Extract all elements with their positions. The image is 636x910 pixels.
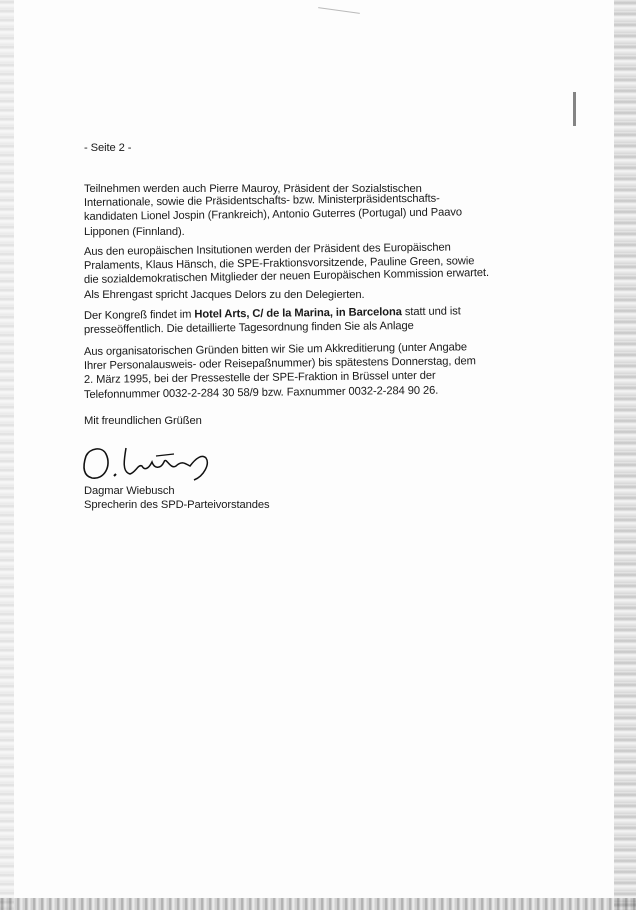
text-line: Als Ehrengast spricht Jacques Delors zu den Delegierten. [84,288,365,301]
text-line: Ihrer Personalausweis- oder Reisepaßnummer) bis spätestens Donnerstag, dem [83,355,476,373]
handwritten-signature [78,436,218,484]
text-line: Aus den europäischen Insitutionen werden der Präsident des Europäischen [83,241,451,258]
paragraph-accreditation [83,341,476,402]
scan-edge-bottom [0,898,636,910]
signer-block [84,484,270,512]
scan-mark [573,92,576,126]
paragraph-participants [84,182,462,239]
text-line: kandidaten Lionel Jospin (Frankreich), Antonio Guterres (Portugal) und Paavo [83,206,463,224]
text-line: Internationale, sowie die Präsidentschafts- bzw. Ministerpräsidentschafts- [83,192,440,210]
text-line: Lipponen (Finnland). [84,225,185,238]
text-line: Aus organisatorischen Gründen bitten wir Sie um Akkreditierung (unter Angabe [83,341,467,358]
paragraph-institutions [83,241,490,302]
venue-suffix: statt und ist [401,305,461,319]
scan-edge-right [614,0,636,910]
signer-name: Dagmar Wiebusch [84,485,175,497]
text-line: Telefonnummer 0032-2-284 30 58/9 bzw. Faxnummer 0032-2-284 90 26. [83,384,439,401]
closing-salutation: Mit freundlichen Grüßen [84,415,202,427]
text-line: Teilnehmen werden auch Pierre Mauroy, Präsident der Sozialstischen [84,183,422,195]
scan-edge-left [0,0,14,910]
text-line: Pralaments, Klaus Hänsch, die SPE-Fraktionsvorsitzende, Pauline Green, sowie [83,255,475,273]
page-number: - Seite 2 - [84,142,132,154]
signer-title: Sprecherin des SPD-Parteivorstandes [84,499,270,512]
scan-mark-top [318,7,360,14]
paragraph-venue [83,305,461,337]
text-line: presseöffentlich. Die detaillierte Tagesordnung finden Sie als Anlage [83,320,414,337]
venue-prefix: Der Kongreß findet im [83,308,195,322]
venue-bold: Hotel Arts, C/ de la Marina, in Barcelona [194,306,402,321]
text-line: 2. März 1995, bei der Pressestelle der SPE-Fraktion in Brüssel unter der [83,370,436,387]
text-line: die sozialdemokratischen Mitglieder der neuen Europäischen Kommission erwartet. [83,267,490,287]
